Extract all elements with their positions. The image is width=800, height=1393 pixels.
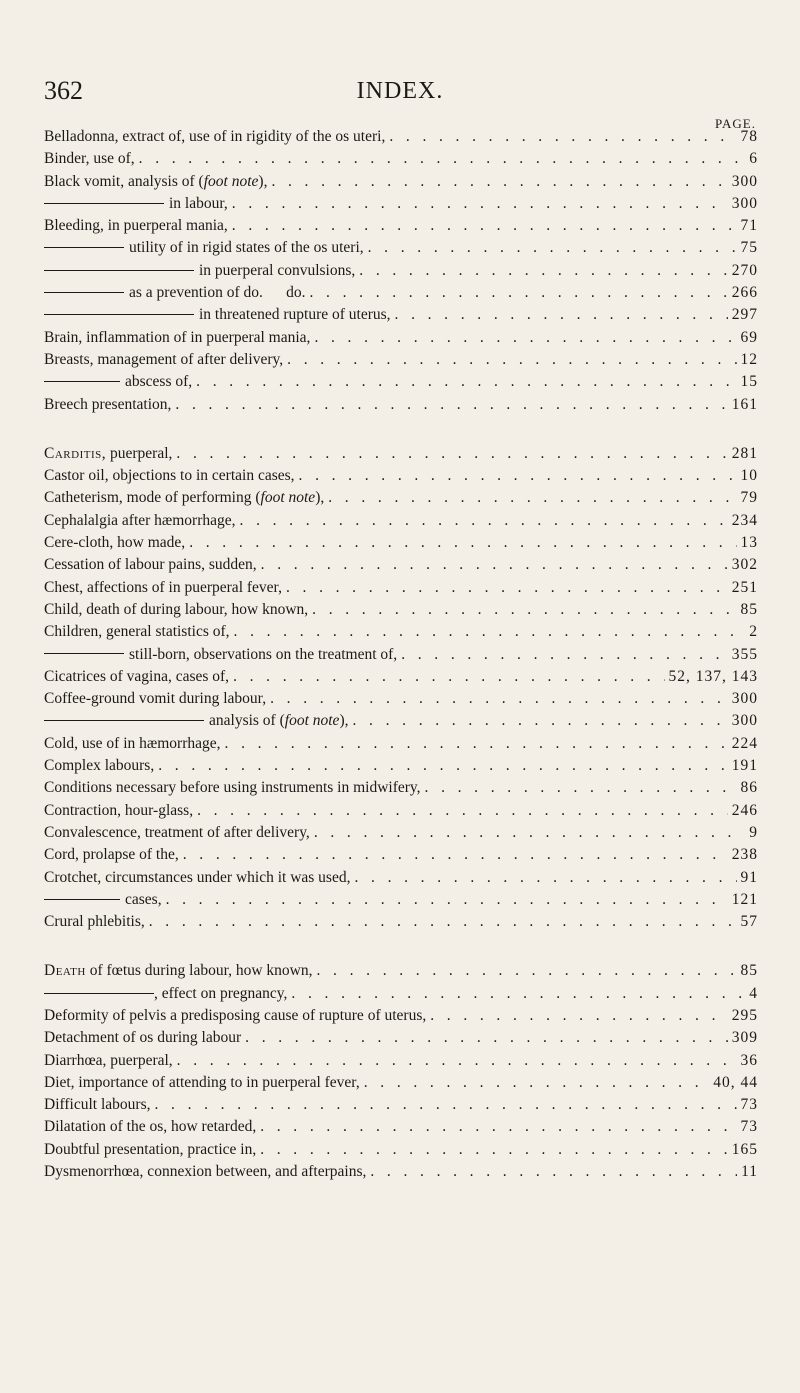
page-reference: 6 (749, 150, 758, 168)
entry-heading: Diarrhœa, puerperal, (44, 1051, 173, 1069)
entry-text (44, 1050, 173, 1072)
dot-leader (310, 282, 728, 304)
entry-heading: Complex labours, (44, 757, 155, 775)
index-entry (44, 237, 758, 259)
entry-heading: Brain, inflammation of in puerperal mania, (44, 328, 311, 346)
index-entry (44, 1005, 758, 1027)
page-reference: 52, 137, 143 (668, 667, 758, 685)
index-entry (44, 1116, 758, 1138)
entry-text (44, 733, 221, 755)
page-reference: 10 (740, 467, 758, 485)
index-entry (44, 666, 758, 688)
page-reference: 86 (740, 779, 758, 797)
dot-leader (359, 260, 727, 282)
index-entry (44, 1050, 758, 1072)
entry-heading: still-born, observations on the treatment of, (129, 645, 398, 663)
index-entry (44, 171, 758, 193)
entry-heading: Children, general statistics of, (44, 623, 230, 641)
page-reference: 73 (740, 1096, 758, 1114)
entry-heading: utility of in rigid states of the os uteri, (129, 239, 364, 257)
ditto-dash (44, 270, 194, 271)
index-entry (44, 621, 758, 643)
dot-leader (183, 844, 728, 866)
dot-leader (291, 983, 745, 1005)
index-entry (44, 193, 758, 215)
entry-heading: of fœtus during labour, how known, (85, 962, 313, 980)
entry-text (44, 532, 185, 554)
index-entry (44, 510, 758, 532)
page-reference: 300 (731, 172, 758, 190)
entry-heading: puerperal, (106, 444, 173, 462)
entry-text (44, 487, 324, 509)
entry-suffix: ), (315, 489, 325, 507)
dot-leader (425, 777, 737, 799)
index-entry (44, 1161, 758, 1183)
page-reference: 238 (731, 846, 758, 864)
entry-text (44, 510, 236, 532)
page-reference: 224 (731, 734, 758, 752)
entry-text (44, 554, 257, 576)
page-reference: 300 (731, 712, 758, 730)
entry-text (44, 844, 179, 866)
entry-text (44, 800, 193, 822)
entry-italic: foot note (260, 489, 316, 507)
page-reference: 309 (731, 1029, 758, 1047)
page-reference: 9 (749, 823, 758, 841)
entry-heading: in threatened rupture of uterus, (199, 306, 391, 324)
entry-text (44, 599, 308, 621)
dot-leader (189, 532, 736, 554)
index-entry (44, 960, 758, 982)
ditto-dash (44, 314, 194, 315)
index-entry (44, 800, 758, 822)
entry-text (44, 126, 385, 148)
entry-heading: Conditions necessary before using instruments in midwifery, (44, 779, 421, 797)
page-reference: 75 (740, 239, 758, 257)
dot-leader (395, 304, 728, 326)
entry-text (44, 755, 154, 777)
page-reference: 270 (731, 261, 758, 279)
page-reference: 69 (740, 328, 758, 346)
index-entry (44, 1139, 758, 1161)
entry-heading: Cold, use of in hæmorrhage, (44, 734, 221, 752)
page-header (0, 76, 800, 106)
entry-heading: Binder, use of, (44, 150, 135, 168)
entry-text (44, 710, 349, 732)
dot-leader (328, 487, 736, 509)
entry-text (44, 148, 135, 170)
dot-leader (271, 171, 727, 193)
dot-leader (260, 1139, 728, 1161)
entry-heading: Cicatrices of vagina, cases of, (44, 667, 230, 685)
index-entry (44, 844, 758, 866)
entry-heading: Doubtful presentation, practice in, (44, 1140, 257, 1158)
dot-leader (389, 126, 736, 148)
entry-heading: Difficult labours, (44, 1096, 151, 1114)
entry-text (44, 260, 355, 282)
entry-heading: Coffee-ground vomit during labour, (44, 690, 267, 708)
entry-suffix: ), (339, 712, 349, 730)
index-entry (44, 394, 758, 416)
entry-heading: Deformity of pelvis a predisposing cause of rupture of uterus, (44, 1006, 427, 1024)
index-entry (44, 733, 758, 755)
dot-leader (314, 822, 745, 844)
index-entry (44, 487, 758, 509)
index-entry (44, 465, 758, 487)
entry-heading: , effect on pregnancy, (154, 984, 288, 1002)
entry-heading: as a prevention of do. do. (129, 284, 306, 302)
entry-text (44, 777, 421, 799)
index-entry (44, 867, 758, 889)
ditto-dash (44, 899, 120, 900)
dot-leader (149, 911, 737, 933)
entry-heading: Chest, affections of in puerperal fever, (44, 578, 282, 596)
dot-leader (225, 733, 728, 755)
dot-leader (287, 349, 736, 371)
index-entry (44, 327, 758, 349)
entry-text (44, 237, 364, 259)
entry-heading: in puerperal convulsions, (199, 261, 356, 279)
entry-text (44, 911, 145, 933)
page-column-label: PAGE. (714, 116, 756, 131)
entry-text (44, 394, 171, 416)
page-reference: 12 (740, 350, 758, 368)
dot-leader (233, 666, 664, 688)
page-reference: 4 (749, 984, 758, 1002)
index-entry (44, 126, 758, 148)
page-reference: 73 (740, 1118, 758, 1136)
page-reference: 15 (740, 373, 758, 391)
page-reference: 295 (731, 1006, 758, 1024)
page-reference: 85 (740, 600, 758, 618)
index-entry (44, 688, 758, 710)
entry-heading: analysis of ( (209, 712, 285, 730)
entry-text (44, 621, 230, 643)
ditto-dash (44, 247, 124, 248)
dot-leader (312, 599, 736, 621)
entry-heading: Black vomit, analysis of ( (44, 172, 204, 190)
page-reference: 246 (731, 801, 758, 819)
entry-heading: Cere-cloth, how made, (44, 534, 186, 552)
index-entry (44, 710, 758, 732)
dot-leader (232, 215, 737, 237)
entry-heading: Cessation of labour pains, sudden, (44, 556, 257, 574)
section-gap (44, 416, 758, 443)
dot-leader (139, 148, 746, 170)
entry-heading: Breech presentation, (44, 395, 172, 413)
entry-text (44, 171, 267, 193)
page-reference: 78 (740, 128, 758, 145)
entry-text (44, 1005, 426, 1027)
page-reference: 266 (731, 284, 758, 302)
entry-text (44, 371, 192, 393)
entry-text (44, 215, 228, 237)
entry-suffix: ), (258, 172, 268, 190)
dot-leader (240, 510, 728, 532)
entry-headword: Carditis, (44, 444, 107, 462)
index-entry (44, 554, 758, 576)
entry-text (44, 1094, 150, 1116)
entry-heading: Bleeding, in puerperal mania, (44, 217, 228, 235)
index-entry (44, 822, 758, 844)
index-entry (44, 599, 758, 621)
entry-heading: Belladonna, extract of, use of in rigidity of the os uteri, (44, 128, 386, 145)
entry-text (44, 1116, 256, 1138)
index-entry (44, 371, 758, 393)
index-entry (44, 443, 758, 465)
entry-text (44, 577, 282, 599)
page-reference: 40, 44 (713, 1073, 758, 1091)
index-entry (44, 755, 758, 777)
page-reference: 85 (740, 962, 758, 980)
entry-text (44, 304, 391, 326)
dot-leader (177, 1050, 737, 1072)
entry-text (44, 666, 229, 688)
page-reference: 297 (731, 306, 758, 324)
entry-text (44, 349, 283, 371)
index-entry (44, 148, 758, 170)
dot-leader (364, 1072, 710, 1094)
running-head: INDEX. (356, 78, 444, 104)
entry-heading: Cephalalgia after hæmorrhage, (44, 511, 236, 529)
dot-leader (158, 755, 728, 777)
index-entry (44, 644, 758, 666)
entry-text (44, 889, 162, 911)
dot-leader (370, 1161, 737, 1183)
section-gap (44, 933, 758, 960)
entry-text (44, 443, 172, 465)
dot-leader (232, 193, 728, 215)
entry-italic: foot note (203, 172, 259, 190)
index-entry (44, 282, 758, 304)
ditto-dash (44, 203, 164, 204)
entry-heading: cases, (125, 890, 162, 908)
dot-leader (196, 371, 736, 393)
page-reference: 355 (731, 645, 758, 663)
dot-leader (176, 443, 727, 465)
entry-heading: Dilatation of the os, how retarded, (44, 1118, 257, 1136)
index-entry (44, 1027, 758, 1049)
index-entry (44, 777, 758, 799)
entry-text (44, 282, 306, 304)
entry-heading: Detachment of os during labour (44, 1029, 242, 1047)
dot-leader (234, 621, 746, 643)
entry-text (44, 1027, 241, 1049)
dot-leader (270, 688, 728, 710)
entry-text (44, 1161, 366, 1183)
entry-heading: Contraction, hour-glass, (44, 801, 194, 819)
entry-italic: foot note (284, 712, 340, 730)
index-entry (44, 304, 758, 326)
page-reference: 71 (740, 217, 758, 235)
entry-text (44, 867, 350, 889)
dot-leader (261, 554, 728, 576)
dot-leader (175, 394, 727, 416)
index-entries (44, 126, 758, 1183)
ditto-dash (44, 653, 124, 654)
entry-text (44, 327, 310, 349)
dot-leader (368, 237, 737, 259)
index-entry (44, 215, 758, 237)
page-reference: 251 (731, 578, 758, 596)
page-reference: 165 (731, 1140, 758, 1158)
page-reference: 300 (731, 690, 758, 708)
entry-text (44, 193, 228, 215)
index-entry (44, 260, 758, 282)
dot-leader (401, 644, 728, 666)
ditto-dash (44, 292, 124, 293)
entry-text (44, 1072, 360, 1094)
page-reference: 2 (749, 623, 758, 641)
index-entry (44, 911, 758, 933)
entry-heading: Convalescence, treatment of after delivery, (44, 823, 310, 841)
entry-text (44, 688, 266, 710)
entry-heading: Diet, importance of attending to in puerperal fever, (44, 1073, 360, 1091)
index-entry (44, 1094, 758, 1116)
entry-heading: Dysmenorrhœa, connexion between, and afterpains, (44, 1163, 367, 1181)
page-reference: 11 (741, 1163, 758, 1181)
entry-heading: Castor oil, objections to in certain cases, (44, 467, 295, 485)
dot-leader (354, 867, 736, 889)
entry-heading: in labour, (169, 194, 228, 212)
page-reference: 191 (731, 757, 758, 775)
page-reference: 36 (740, 1051, 758, 1069)
page-reference: 79 (740, 489, 758, 507)
dot-leader (299, 465, 737, 487)
dot-leader (353, 710, 728, 732)
page-reference: 13 (740, 534, 758, 552)
entry-heading: abscess of, (125, 373, 193, 391)
dot-leader (430, 1005, 728, 1027)
page-reference: 57 (740, 913, 758, 931)
entry-text (44, 822, 310, 844)
entry-text (44, 960, 313, 982)
page-reference: 161 (731, 395, 758, 413)
index-entry (44, 349, 758, 371)
index-entry (44, 1072, 758, 1094)
dot-leader (245, 1027, 728, 1049)
entry-text (44, 465, 295, 487)
entry-headword: Death (44, 962, 86, 980)
page-reference: 302 (731, 556, 758, 574)
entry-heading: Catheterism, mode of performing ( (44, 489, 261, 507)
index-entry (44, 983, 758, 1005)
entry-text (44, 644, 397, 666)
ditto-dash (44, 720, 204, 721)
page-reference: 300 (731, 194, 758, 212)
ditto-dash (44, 993, 154, 994)
entry-heading: Child, death of during labour, how known, (44, 600, 309, 618)
page-reference: 91 (740, 868, 758, 886)
entry-heading: Cord, prolapse of the, (44, 846, 179, 864)
dot-leader (317, 960, 737, 982)
page-reference: 234 (731, 511, 758, 529)
dot-leader (197, 800, 728, 822)
dot-leader (314, 327, 736, 349)
dot-leader (286, 577, 728, 599)
entry-heading: Crotchet, circumstances under which it was used, (44, 868, 351, 886)
page-reference: 281 (731, 444, 758, 462)
entry-heading: Breasts, management of after delivery, (44, 350, 284, 368)
dot-leader (166, 889, 728, 911)
index-entry (44, 532, 758, 554)
index-entry (44, 889, 758, 911)
entry-text (44, 1139, 256, 1161)
dot-leader (154, 1094, 736, 1116)
dot-leader (260, 1116, 736, 1138)
index-entry (44, 577, 758, 599)
ditto-dash (44, 381, 120, 382)
entry-heading: Crural phlebitis, (44, 913, 145, 931)
entry-text (44, 983, 287, 1005)
page-number: 362 (44, 76, 83, 105)
page-reference: 121 (731, 890, 758, 908)
